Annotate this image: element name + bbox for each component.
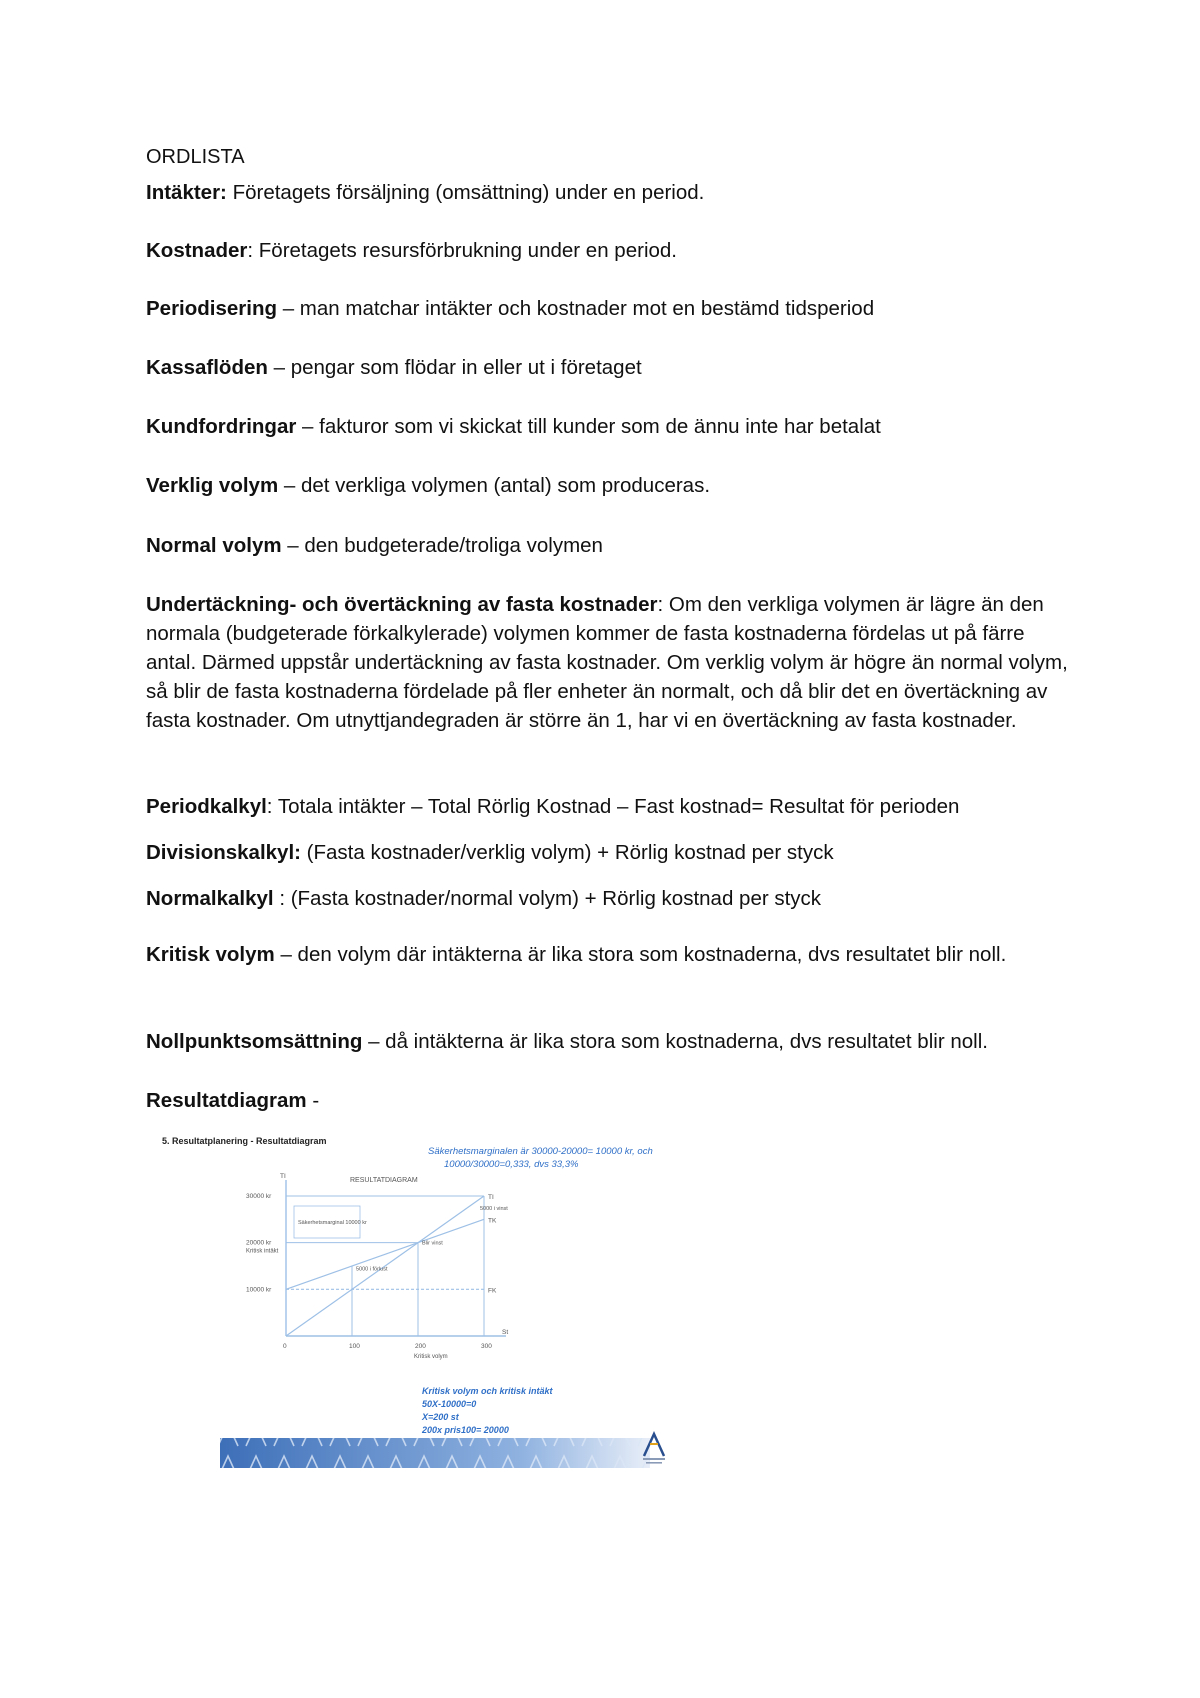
entry-definition: : Om den verkliga volymen är lägre än den normala (budgeterade förkalkylerade) volymen kommer de fasta kostnaderna fördelas ut på färre antal. Därmed uppstår undertäckning av fasta kostnader. Om verklig volym är högre än normal volym, så blir de fasta kostnaderna fördelade på fler enheter än normalt, och då blir det en övertäckning av fasta kostnader. Om utnyttjandegraden är större än 1, har vi en övertäckning av fasta kostnader.: [146, 593, 1068, 732]
entry-term: Divisionskalkyl:: [146, 841, 301, 864]
annotation-safety-margin: Säkerhetsmarginal 10000 kr: [298, 1220, 367, 1226]
glossary-entry-kostnader: [146, 236, 1076, 265]
entry-term: Normal volym: [146, 534, 282, 557]
glossary-entry-verklig-volym: [146, 471, 1076, 500]
entry-definition: : Företagets resursförbrukning under en period.: [247, 239, 677, 262]
glossary-entry-intakter: [146, 178, 1076, 207]
y-tick-label: 30000 kr: [246, 1193, 272, 1200]
chart-title: RESULTATDIAGRAM: [350, 1177, 418, 1184]
entry-definition: Företagets försäljning (omsättning) under en period.: [226, 181, 705, 204]
critical-volume-note-line1: Kritisk volym och kritisk intäkt: [422, 1386, 553, 1396]
glossary-entry-normal-volym: [146, 531, 1076, 560]
annotation-profit-starts: Blir vinst: [422, 1240, 443, 1247]
entry-definition: (Fasta kostnader/verklig volym) + Rörlig kostnad per styck: [300, 841, 834, 864]
resultatdiagram-slide: [160, 1130, 700, 1470]
critical-volume-note-line4: 200x pris100= 20000: [422, 1425, 509, 1435]
safety-margin-note-line1: Säkerhetsmarginalen är 30000-20000= 10000 kr, och: [428, 1146, 653, 1157]
glossary-entry-kassafloden: [146, 353, 1076, 382]
safety-margin-note-line2: 10000/30000=0,333, dvs 33,3%: [444, 1159, 579, 1170]
entry-term: Periodkalkyl: [146, 795, 267, 818]
entry-definition: : (Fasta kostnader/normal volym) + Rörlig kostnad per styck: [273, 887, 822, 910]
entry-definition: – den volym där intäkterna är lika stora som kostnaderna, dvs resultatet blir noll.: [274, 943, 1007, 966]
entry-definition: -: [306, 1089, 320, 1112]
glossary-entry-periodkalkyl: [146, 792, 1076, 821]
page-title: ORDLISTA: [146, 146, 245, 168]
entry-term: Normalkalkyl: [146, 887, 274, 910]
chart-plot-area: [246, 1173, 508, 1360]
glossary-entry-resultatdiagram: [146, 1086, 1076, 1115]
y-axis-series-label: TI: [280, 1173, 286, 1180]
entry-term: Intäkter:: [146, 181, 227, 204]
entry-definition: – fakturor som vi skickat till kunder som de ännu inte har betalat: [296, 415, 881, 438]
x-tick-label: 300: [481, 1343, 492, 1350]
annotation-critical-volume: Kritisk volym: [414, 1354, 448, 1360]
annotation-loss: 5000 i förlust: [356, 1266, 388, 1273]
entry-term: Resultatdiagram: [146, 1089, 307, 1112]
entry-definition: – det verkliga volymen (antal) som produceras.: [278, 474, 711, 497]
series-label-tk: TK: [488, 1217, 497, 1225]
series-line-tk: [286, 1219, 484, 1289]
x-axis-label: St: [502, 1329, 509, 1336]
entry-term: Undertäckning- och övertäckning av fasta kostnader: [146, 593, 658, 616]
glossary-entry-nollpunktsomsattning: [146, 1027, 1076, 1056]
entry-term: Kostnader: [146, 239, 248, 262]
entry-term: Periodisering: [146, 297, 278, 320]
entry-term: Kassaflöden: [146, 356, 268, 379]
x-tick-label: 0: [283, 1343, 287, 1350]
x-tick-label: 100: [349, 1343, 360, 1350]
y-tick-label: 10000 kr: [246, 1286, 272, 1294]
x-tick-label: 200: [415, 1343, 426, 1350]
glossary-entry-normalkalkyl: [146, 884, 1076, 913]
critical-volume-note-line3: X=200 st: [422, 1412, 459, 1422]
annotation-profit: 5000 i vinst: [480, 1206, 508, 1212]
entry-term: Kritisk volym: [146, 943, 275, 966]
slide-footer-band: [220, 1438, 650, 1468]
entry-definition: : Totala intäkter – Total Rörlig Kostnad – Fast kostnad= Resultat för perioden: [266, 795, 960, 818]
y-tick-label: 20000 kr: [246, 1239, 272, 1247]
glossary-entry-kundfordringar: [146, 412, 1076, 441]
series-label-fk: FK: [488, 1287, 497, 1295]
glossary-entry-divisionskalkyl: [146, 838, 1076, 867]
slide-header: 5. Resultatplanering - Resultatdiagram: [162, 1136, 327, 1146]
entry-term: Nollpunktsomsättning: [146, 1030, 363, 1053]
entry-term: Kundfordringar: [146, 415, 297, 438]
glossary-entry-periodisering: [146, 294, 1076, 323]
series-label-ti: TI: [488, 1194, 494, 1201]
glossary-entry-tackning: [146, 590, 1076, 735]
entry-term: Verklig volym: [146, 474, 279, 497]
entry-definition: – pengar som flödar in eller ut i företaget: [267, 356, 642, 379]
glossary-entry-kritisk-volym: [146, 940, 1076, 969]
critical-volume-note-line2: 50X-10000=0: [422, 1399, 477, 1409]
entry-definition: – man matchar intäkter och kostnader mot en bestämd tidsperiod: [277, 297, 875, 320]
annotation-critical-revenue: Kritisk intäkt: [246, 1248, 279, 1255]
entry-definition: – då intäkterna är lika stora som kostnaderna, dvs resultatet blir noll.: [362, 1030, 988, 1053]
entry-definition: – den budgeterade/troliga volymen: [281, 534, 603, 557]
